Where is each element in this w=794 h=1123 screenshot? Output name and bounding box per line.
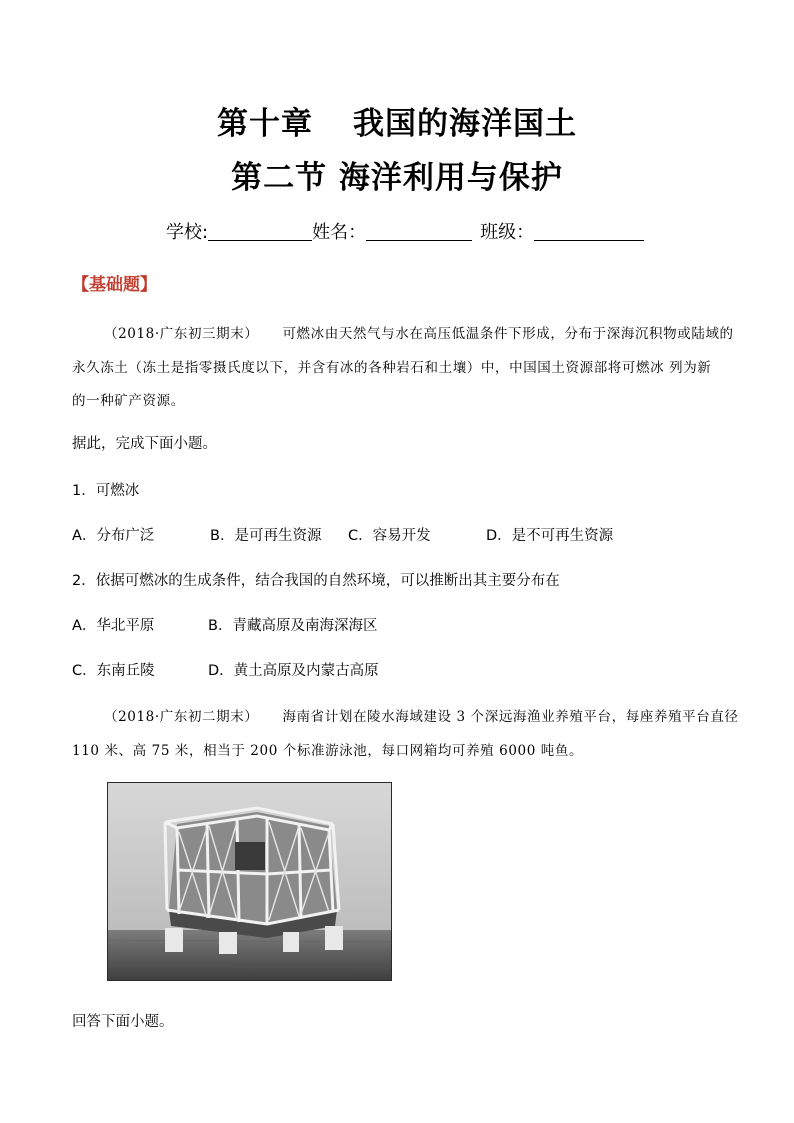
q1-option-b[interactable]: B．是可再生资源	[210, 528, 322, 544]
class-label: 班级：	[480, 222, 535, 243]
q2-option-a[interactable]: A．华北平原	[72, 618, 155, 634]
chapter-name: 我国的海洋国土	[353, 106, 577, 142]
passage1-line3: 的一种矿产资源。	[72, 393, 185, 409]
passage2-line2: 110 米、高 75 米，相当于 200 个标准游泳池，每口网箱均可养殖 6000 吨鱼。	[72, 743, 584, 759]
passage2-text-1: 海南省计划在陵水海域建设 3 个深远海渔业养殖平台，每座养殖平台直径	[282, 709, 739, 725]
school-blank[interactable]	[208, 222, 312, 241]
class-blank[interactable]	[534, 222, 644, 241]
platform-illustration	[107, 782, 392, 981]
section-title: 第二节 海洋利用与保护	[231, 160, 563, 196]
prompt2: 回答下面小题。	[72, 1014, 174, 1030]
passage2-source: （2018·广东初二期末）	[104, 709, 259, 725]
passage1-line1	[104, 322, 734, 342]
q2-option-c[interactable]: C．东南丘陵	[72, 663, 155, 679]
prompt1: 据此，完成下面小题。	[72, 436, 217, 452]
q2-stem: 2．依据可燃冰的生成条件，结合我国的自然环境，可以推断出其主要分布在	[72, 573, 560, 589]
aquaculture-platform-photo	[107, 782, 392, 981]
passage1-source: （2018·广东初三期末）	[104, 326, 259, 342]
q1-option-d[interactable]: D．是不可再生资源	[486, 528, 614, 544]
school-label: 学校:	[166, 222, 209, 243]
q2-option-b[interactable]: B．青藏高原及南海深海区	[208, 618, 378, 634]
student-info-row	[166, 218, 644, 244]
section-label-basic: 【基础题】	[72, 275, 157, 295]
passage1-text-1: 可燃冰由天然气与水在高压低温条件下形成，分布于深海沉积物或陆域的	[282, 326, 734, 342]
q1-stem: 1．可燃冰	[72, 483, 140, 499]
q1-option-a[interactable]: A．分布广泛	[72, 528, 155, 544]
passage2-line1	[104, 705, 739, 725]
q2-options-row1	[0, 614, 794, 634]
chapter-number: 第十章	[217, 106, 313, 142]
q2-options-row2	[0, 659, 794, 679]
chapter-title	[0, 98, 794, 143]
q1-options	[0, 524, 794, 544]
passage1-line2: 永久冻土（冻土是指零摄氏度以下，并含有冰的各种岩石和土壤）中，中国国土资源部将可燃冰 列为新	[72, 360, 712, 376]
name-blank[interactable]	[366, 222, 472, 241]
q2-option-d[interactable]: D．黄土高原及内蒙古高原	[208, 663, 379, 679]
q1-option-c[interactable]: C．容易开发	[348, 528, 431, 544]
name-label: 姓名：	[312, 222, 367, 243]
